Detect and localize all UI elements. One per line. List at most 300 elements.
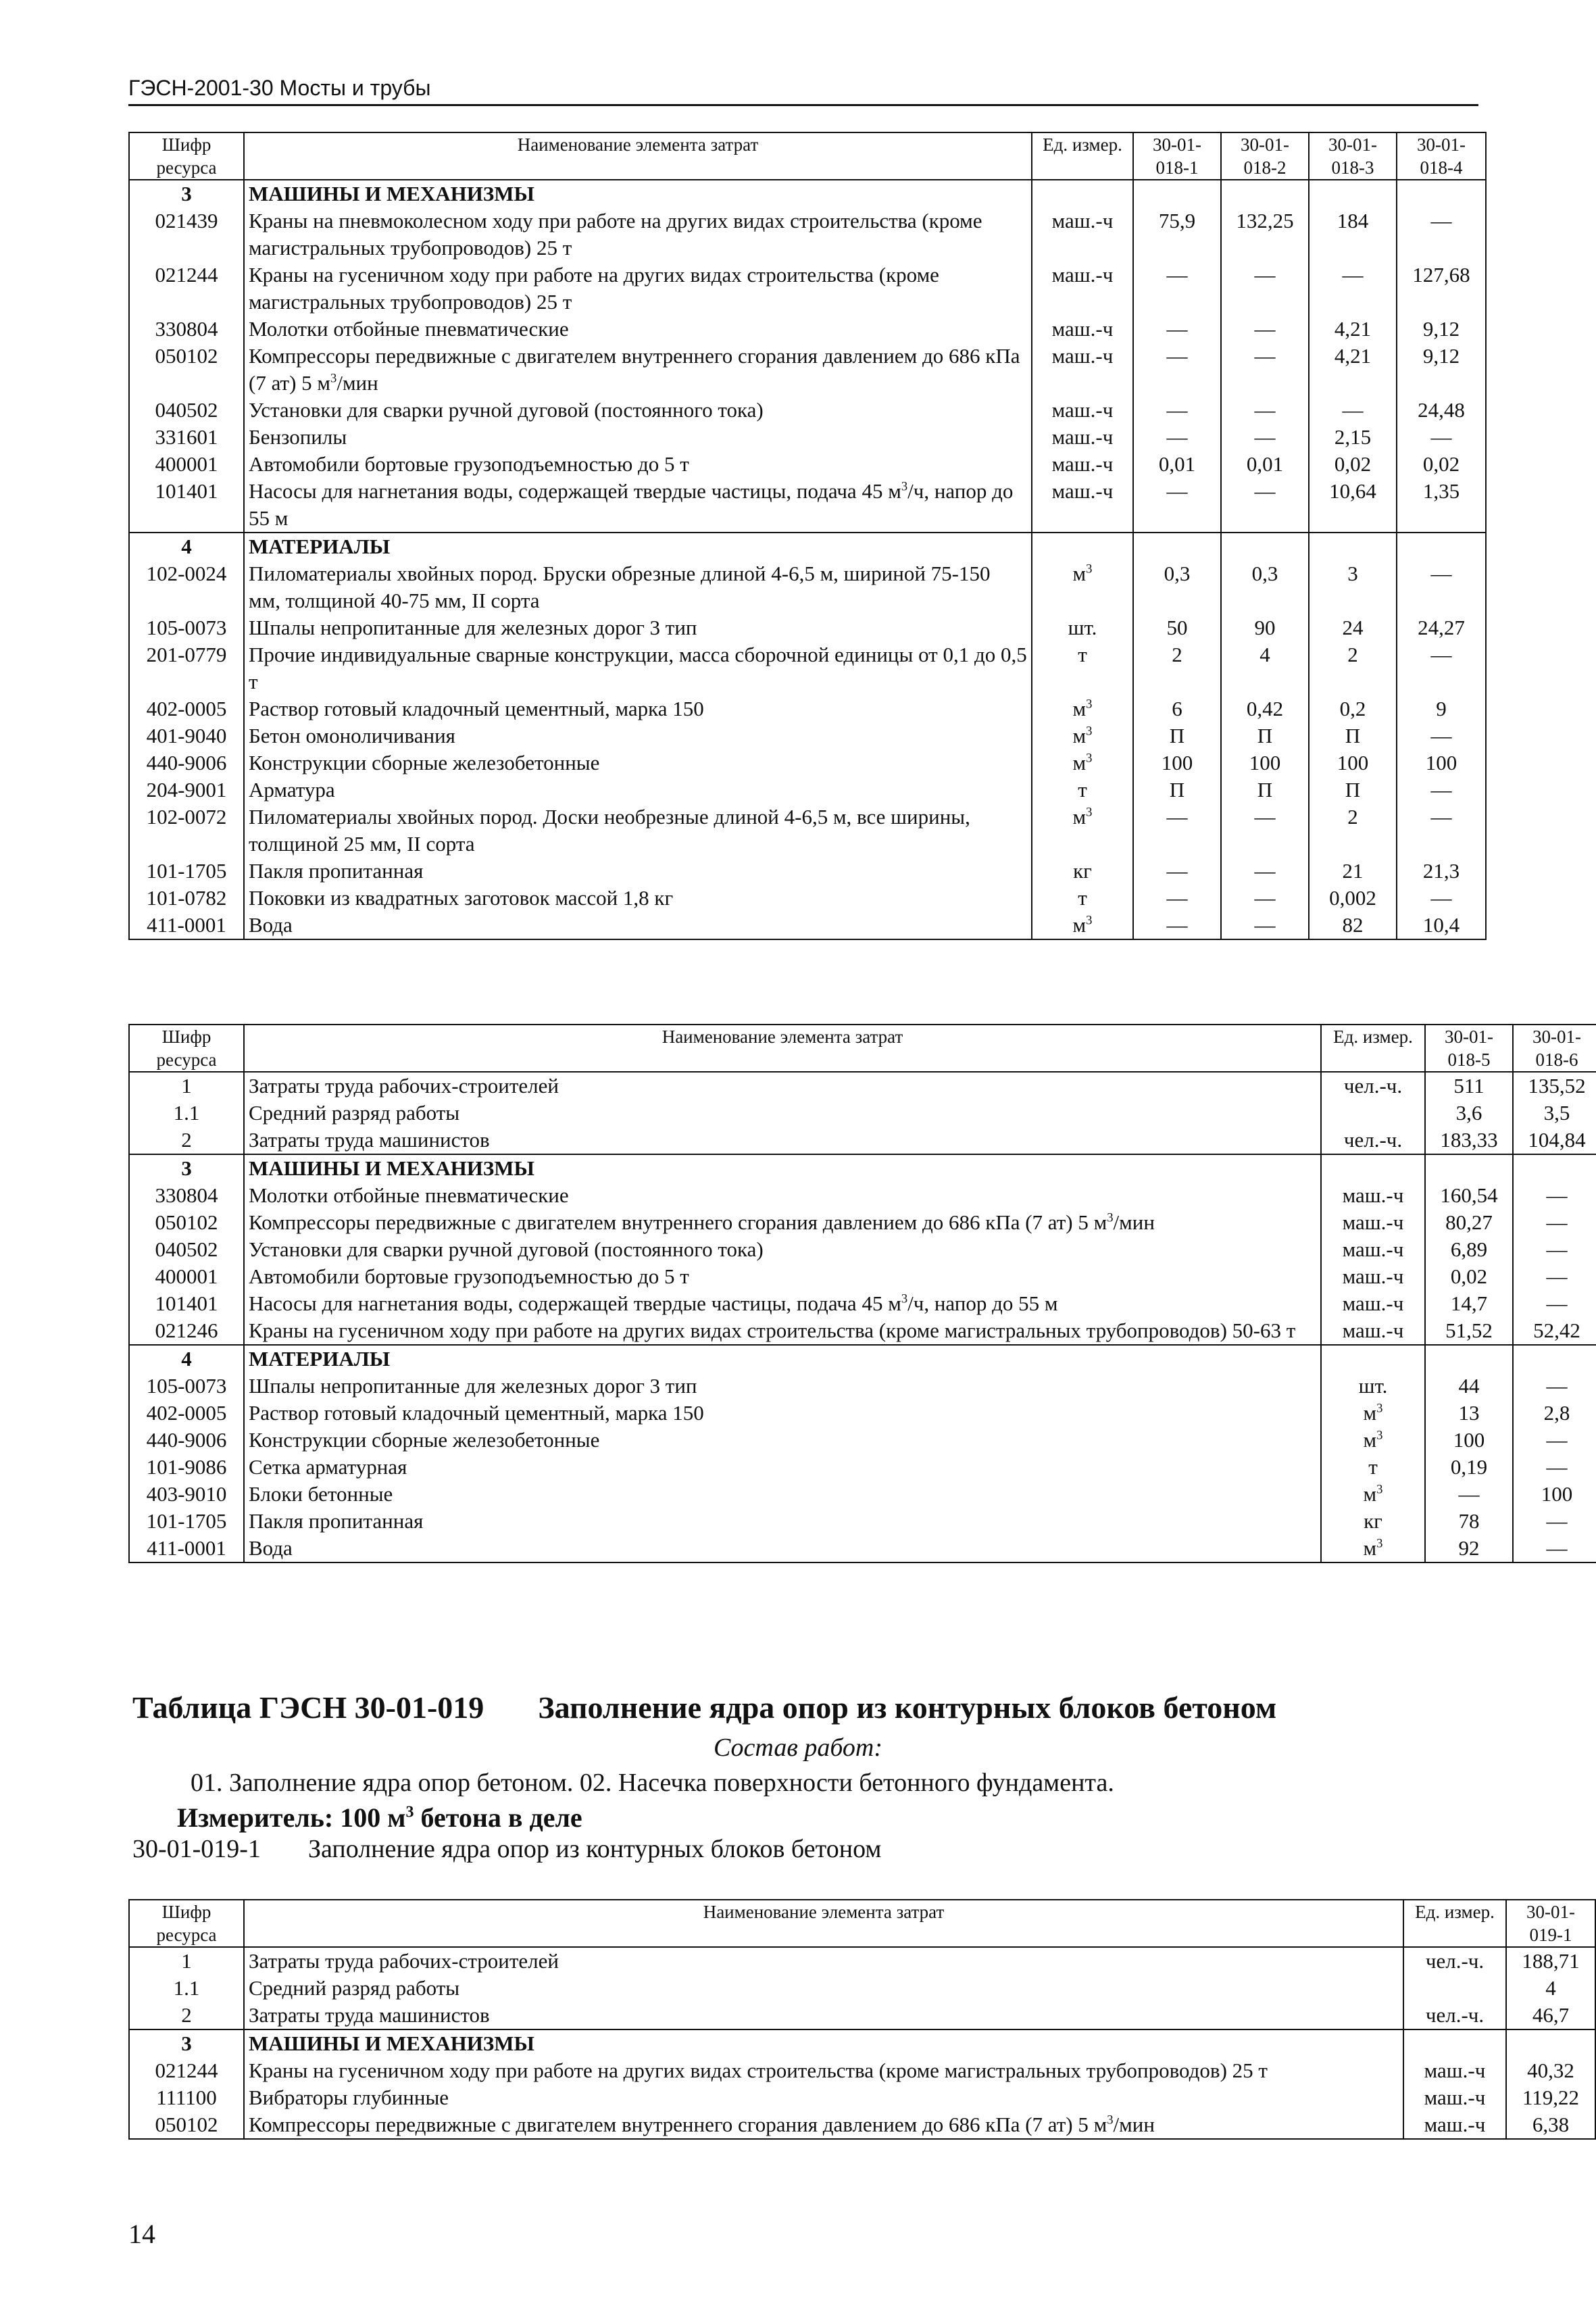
resource-value: 40,32 xyxy=(1506,2057,1595,2084)
table-row xyxy=(129,1481,1596,1508)
table-row xyxy=(129,1373,1596,1400)
resource-value: — xyxy=(1133,316,1221,343)
resource-unit: маш.-ч xyxy=(1321,1263,1425,1290)
resource-value: — xyxy=(1133,343,1221,397)
resource-unit: $м^3$ xyxy=(1321,1535,1425,1562)
header-unit: Ед. измер. xyxy=(1032,132,1133,180)
resource-value: 100 xyxy=(1309,749,1397,777)
resource-unit: маш.-ч xyxy=(1403,2084,1506,2111)
resource-value: — xyxy=(1513,1454,1596,1481)
resource-value: 4 xyxy=(1506,1975,1595,2002)
resource-value: — xyxy=(1513,1182,1596,1209)
resource-value: 24,48 xyxy=(1397,397,1486,424)
resource-value: 160,54 xyxy=(1425,1182,1513,1209)
resource-value: 135,52 xyxy=(1513,1072,1596,1100)
resource-value: 9 xyxy=(1397,695,1486,722)
resource-value: 3,5 xyxy=(1513,1100,1596,1127)
resource-value: 6,38 xyxy=(1506,2111,1595,2139)
resource-unit: маш.-ч xyxy=(1032,262,1133,316)
resource-value: 0,002 xyxy=(1309,885,1397,912)
resource-name: Молотки отбойные пневматические xyxy=(244,1182,1321,1209)
resource-value: 100 xyxy=(1397,749,1486,777)
resource-name: Краны на гусеничном ходу при работе на других видах строительства (кроме магистральных трубопроводов) 25 т xyxy=(244,262,1032,316)
resource-value: 0,3 xyxy=(1133,560,1221,614)
resource-value: 21 xyxy=(1309,858,1397,885)
resource-name: Компрессоры передвижные с двигателем внутреннего сгорания давлением до 686 кПа (7 ат) 5 $м^3$/мин xyxy=(244,343,1032,397)
resource-value: 9,12 xyxy=(1397,343,1486,397)
resource-code: 105-0073 xyxy=(129,614,244,641)
resource-name: Шпалы непропитанные для железных дорог 3 тип xyxy=(244,1373,1321,1400)
resource-code: 201-0779 xyxy=(129,641,244,695)
resource-name: Шпалы непропитанные для железных дорог 3 тип xyxy=(244,614,1032,641)
resource-code: 411-0001 xyxy=(129,1535,244,1562)
resource-value: 50 xyxy=(1133,614,1221,641)
resource-value: 0,42 xyxy=(1221,695,1309,722)
resource-value: 24 xyxy=(1309,614,1397,641)
resource-value: — xyxy=(1221,885,1309,912)
table-header-row xyxy=(129,1900,1595,1947)
resource-code: 101-9086 xyxy=(129,1454,244,1481)
resource-value: — xyxy=(1133,885,1221,912)
resource-value: 0,02 xyxy=(1397,451,1486,478)
resource-value: 75,9 xyxy=(1133,207,1221,262)
resource-value: — xyxy=(1133,424,1221,451)
resource-name: Пакля пропитанная xyxy=(244,1508,1321,1535)
resource-value: — xyxy=(1133,262,1221,316)
work-composition-text: 01. Заполнение ядра опор бетоном. 02. Насечка поверхности бетонного фундамента. xyxy=(191,1769,1114,1797)
resource-unit: маш.-ч xyxy=(1321,1290,1425,1317)
resource-value: 90 xyxy=(1221,614,1309,641)
resource-value: — xyxy=(1397,207,1486,262)
table-row xyxy=(129,560,1486,614)
table-row xyxy=(129,695,1486,722)
resource-name: Установки для сварки ручной дуговой (постоянного тока) xyxy=(244,1236,1321,1263)
resource-value xyxy=(1309,180,1397,207)
resource-code: 400001 xyxy=(129,451,244,478)
resource-value: 92 xyxy=(1425,1535,1513,1562)
table-header-row xyxy=(129,1025,1596,1072)
resource-value: 4 xyxy=(1221,641,1309,695)
resource-name: Бетон омоноличивания xyxy=(244,722,1032,749)
resource-code: 1.1 xyxy=(129,1100,244,1127)
table-row xyxy=(129,2111,1595,2139)
table-row xyxy=(129,451,1486,478)
resource-unit: маш.-ч xyxy=(1403,2111,1506,2139)
resource-code: 401-9040 xyxy=(129,722,244,749)
resource-value xyxy=(1513,1154,1596,1182)
table-row xyxy=(129,533,1486,560)
resource-value: — xyxy=(1397,424,1486,451)
meter-line: Измеритель: 100 $м^3$ бетона в деле xyxy=(177,1802,582,1833)
resource-name: Краны на гусеничном ходу при работе на других видах строительства (кроме магистральных трубопроводов) 25 т xyxy=(244,2057,1403,2084)
table-row xyxy=(129,478,1486,533)
resource-name: Автомобили бортовые грузоподъемностью до 5 т xyxy=(244,451,1032,478)
header-unit: Ед. измер. xyxy=(1403,1900,1506,1947)
resource-code: 440-9006 xyxy=(129,749,244,777)
resource-value: — xyxy=(1513,1508,1596,1535)
resource-name: МАТЕРИАЛЫ xyxy=(244,1345,1321,1373)
resource-unit: кг xyxy=(1321,1508,1425,1535)
resource-value: 100 xyxy=(1425,1427,1513,1454)
header-unit: Ед. измер. xyxy=(1321,1025,1425,1072)
resource-value: 0,02 xyxy=(1425,1263,1513,1290)
resource-value: 100 xyxy=(1513,1481,1596,1508)
resource-name: Блоки бетонные xyxy=(244,1481,1321,1508)
resource-unit: чел.-ч. xyxy=(1321,1072,1425,1100)
resource-code: 402-0005 xyxy=(129,695,244,722)
table-row xyxy=(129,804,1486,858)
table-row xyxy=(129,1209,1596,1236)
resource-value: 2,15 xyxy=(1309,424,1397,451)
resource-code: 411-0001 xyxy=(129,912,244,939)
resource-value: — xyxy=(1513,1535,1596,1562)
resource-unit xyxy=(1321,1345,1425,1373)
resource-value: — xyxy=(1513,1373,1596,1400)
resource-value xyxy=(1397,533,1486,560)
resource-value xyxy=(1133,533,1221,560)
norm-name: Заполнение ядра опор из контурных блоков бетоном xyxy=(307,1835,882,1863)
table-header-row xyxy=(129,132,1486,180)
table-row xyxy=(129,397,1486,424)
table-row xyxy=(129,1345,1596,1373)
resource-table-018-1-4 xyxy=(128,132,1487,940)
resource-value: — xyxy=(1221,397,1309,424)
running-title: ГЭСН-2001-30 Мосты и трубы xyxy=(128,76,431,100)
resource-value: — xyxy=(1309,262,1397,316)
resource-value: 0,3 xyxy=(1221,560,1309,614)
resource-unit: маш.-ч xyxy=(1321,1209,1425,1236)
resource-code: 2 xyxy=(129,1127,244,1154)
resource-value xyxy=(1221,533,1309,560)
resource-value: — xyxy=(1133,804,1221,858)
resource-name: Прочие индивидуальные сварные конструкции, масса сборочной единицы от 0,1 до 0,5 т xyxy=(244,641,1032,695)
resource-value: — xyxy=(1221,262,1309,316)
table-title xyxy=(132,1690,1276,1725)
resource-value: — xyxy=(1133,397,1221,424)
resource-value: 52,42 xyxy=(1513,1317,1596,1345)
resource-value xyxy=(1309,533,1397,560)
resource-name: Компрессоры передвижные с двигателем внутреннего сгорания давлением до 686 кПа (7 ат) 5 $м^3$/мин xyxy=(244,1209,1321,1236)
resource-unit xyxy=(1032,180,1133,207)
resource-name: МАШИНЫ И МЕХАНИЗМЫ xyxy=(244,2029,1403,2057)
resource-name: Поковки из квадратных заготовок массой 1,8 кг xyxy=(244,885,1032,912)
header-column: 30-01-018-4 xyxy=(1397,132,1486,180)
resource-value: — xyxy=(1221,424,1309,451)
resource-code: 330804 xyxy=(129,1182,244,1209)
resource-unit: чел.-ч. xyxy=(1403,1947,1506,1975)
resource-value: — xyxy=(1397,560,1486,614)
resource-value: — xyxy=(1221,912,1309,939)
resource-unit: $м^3$ xyxy=(1032,804,1133,858)
resource-value: — xyxy=(1221,804,1309,858)
resource-name: Насосы для нагнетания воды, содержащей твердые частицы, подача 45 $м^3/ч$, напор до 55 м xyxy=(244,478,1032,533)
table-row xyxy=(129,1263,1596,1290)
resource-name: Конструкции сборные железобетонные xyxy=(244,1427,1321,1454)
resource-name: Вибраторы глубинные xyxy=(244,2084,1403,2111)
resource-value xyxy=(1397,180,1486,207)
resource-value: — xyxy=(1133,912,1221,939)
resource-value: 188,71 xyxy=(1506,1947,1595,1975)
resource-code: 101-1705 xyxy=(129,1508,244,1535)
table-row xyxy=(129,1290,1596,1317)
resource-unit: т xyxy=(1032,641,1133,695)
resource-value: 100 xyxy=(1221,749,1309,777)
resource-code: 102-0024 xyxy=(129,560,244,614)
resource-value: 132,25 xyxy=(1221,207,1309,262)
resource-value: 2 xyxy=(1309,641,1397,695)
resource-table-019-1 xyxy=(128,1899,1596,2140)
resource-unit: шт. xyxy=(1032,614,1133,641)
resource-name: Насосы для нагнетания воды, содержащей твердые частицы, подача 45 $м^3/ч$, напор до 55 м xyxy=(244,1290,1321,1317)
resource-value: 127,68 xyxy=(1397,262,1486,316)
table-title-number: Таблица ГЭСН 30-01-019 xyxy=(132,1690,484,1725)
resource-code: 204-9001 xyxy=(129,777,244,804)
table-row xyxy=(129,2002,1595,2029)
resource-code: 1 xyxy=(129,1072,244,1100)
resource-value: 6 xyxy=(1133,695,1221,722)
header-name: Наименование элемента затрат xyxy=(244,132,1032,180)
resource-unit: маш.-ч xyxy=(1321,1182,1425,1209)
table-row xyxy=(129,885,1486,912)
resource-code: 101401 xyxy=(129,1290,244,1317)
header-column: 30-01-018-1 xyxy=(1133,132,1221,180)
resource-code: 050102 xyxy=(129,1209,244,1236)
resource-value: 10,64 xyxy=(1309,478,1397,533)
resource-unit: шт. xyxy=(1321,1373,1425,1400)
table-row xyxy=(129,1236,1596,1263)
resource-value: 0,19 xyxy=(1425,1454,1513,1481)
resource-value: 104,84 xyxy=(1513,1127,1596,1154)
resource-code: 101-1705 xyxy=(129,858,244,885)
resource-code: 440-9006 xyxy=(129,1427,244,1454)
resource-unit: маш.-ч xyxy=(1032,397,1133,424)
table-row xyxy=(129,343,1486,397)
resource-value: 2 xyxy=(1133,641,1221,695)
resource-unit: маш.-ч xyxy=(1032,207,1133,262)
resource-value: 1,35 xyxy=(1397,478,1486,533)
resource-value: 0,01 xyxy=(1221,451,1309,478)
resource-name: Молотки отбойные пневматические xyxy=(244,316,1032,343)
resource-name: Автомобили бортовые грузоподъемностью до 5 т xyxy=(244,1263,1321,1290)
table-row xyxy=(129,2057,1595,2084)
resource-value: — xyxy=(1513,1236,1596,1263)
resource-value: — xyxy=(1221,316,1309,343)
resource-name: Вода xyxy=(244,912,1032,939)
table-row xyxy=(129,1100,1596,1127)
resource-name: Пиломатериалы хвойных пород. Доски необрезные длиной 4-6,5 м, все ширины, толщиной 25 мм, II сорта xyxy=(244,804,1032,858)
resource-code: 330804 xyxy=(129,316,244,343)
resource-value: — xyxy=(1133,858,1221,885)
table-row xyxy=(129,858,1486,885)
header-code: Шифр ресурса xyxy=(129,132,244,180)
table-row xyxy=(129,777,1486,804)
resource-name: МАШИНЫ И МЕХАНИЗМЫ xyxy=(244,180,1032,207)
resource-value: 4,21 xyxy=(1309,343,1397,397)
resource-unit: маш.-ч xyxy=(1321,1236,1425,1263)
resource-value: — xyxy=(1513,1290,1596,1317)
resource-code: 3 xyxy=(129,180,244,207)
resource-value: — xyxy=(1221,343,1309,397)
resource-value: П xyxy=(1133,777,1221,804)
resource-value: — xyxy=(1221,478,1309,533)
resource-value: 51,52 xyxy=(1425,1317,1513,1345)
resource-value: 2 xyxy=(1309,804,1397,858)
resource-value: П xyxy=(1221,777,1309,804)
resource-value: 21,3 xyxy=(1397,858,1486,885)
resource-value: 9,12 xyxy=(1397,316,1486,343)
resource-value: 0,02 xyxy=(1309,451,1397,478)
resource-unit xyxy=(1032,533,1133,560)
resource-code: 101401 xyxy=(129,478,244,533)
resource-unit xyxy=(1403,1975,1506,2002)
resource-code: 021244 xyxy=(129,262,244,316)
resource-unit: маш.-ч xyxy=(1403,2057,1506,2084)
resource-code: 1.1 xyxy=(129,1975,244,2002)
resource-code: 101-0782 xyxy=(129,885,244,912)
resource-name: Бензопилы xyxy=(244,424,1032,451)
resource-value: 10,4 xyxy=(1397,912,1486,939)
resource-code: 021439 xyxy=(129,207,244,262)
table-row xyxy=(129,1182,1596,1209)
norm-subtitle xyxy=(132,1834,881,1864)
resource-value: 119,22 xyxy=(1506,2084,1595,2111)
table-row xyxy=(129,641,1486,695)
resource-name: Затраты труда машинистов xyxy=(244,1127,1321,1154)
resource-value xyxy=(1221,180,1309,207)
resource-value: 4,21 xyxy=(1309,316,1397,343)
resource-value: — xyxy=(1133,478,1221,533)
resource-unit: маш.-ч xyxy=(1032,343,1133,397)
resource-code: 021244 xyxy=(129,2057,244,2084)
table-row xyxy=(129,1317,1596,1345)
resource-value: 183,33 xyxy=(1425,1127,1513,1154)
resource-value: П xyxy=(1133,722,1221,749)
resource-value xyxy=(1425,1154,1513,1182)
resource-unit: $м^3$ xyxy=(1032,912,1133,939)
resource-value: — xyxy=(1513,1427,1596,1454)
resource-code: 1 xyxy=(129,1947,244,1975)
resource-name: Пакля пропитанная xyxy=(244,858,1032,885)
resource-value: 184 xyxy=(1309,207,1397,262)
table-row xyxy=(129,1947,1595,1975)
resource-unit: маш.-ч xyxy=(1032,451,1133,478)
resource-code: 4 xyxy=(129,533,244,560)
resource-unit: кг xyxy=(1032,858,1133,885)
resource-value: 3,6 xyxy=(1425,1100,1513,1127)
table-row xyxy=(129,912,1486,939)
resource-name: Затраты труда рабочих-строителей xyxy=(244,1072,1321,1100)
header-column: 30-01-018-6 xyxy=(1513,1025,1596,1072)
resource-name: Затраты труда машинистов xyxy=(244,2002,1403,2029)
table-row xyxy=(129,316,1486,343)
table-row xyxy=(129,1154,1596,1182)
table-row xyxy=(129,180,1486,207)
resource-code: 331601 xyxy=(129,424,244,451)
resource-code: 111100 xyxy=(129,2084,244,2111)
resource-name: Средний разряд работы xyxy=(244,1100,1321,1127)
header-code: Шифр ресурса xyxy=(129,1025,244,1072)
resource-unit: т xyxy=(1321,1454,1425,1481)
resource-unit: т xyxy=(1032,777,1133,804)
resource-code: 050102 xyxy=(129,2111,244,2139)
resource-name: Конструкции сборные железобетонные xyxy=(244,749,1032,777)
resource-value: 24,27 xyxy=(1397,614,1486,641)
header-column: 30-01-018-2 xyxy=(1221,132,1309,180)
header-name: Наименование элемента затрат xyxy=(244,1900,1403,1947)
header-column: 30-01-018-5 xyxy=(1425,1025,1513,1072)
page-header xyxy=(128,74,1478,106)
resource-value: 44 xyxy=(1425,1373,1513,1400)
table-row xyxy=(129,1535,1596,1562)
resource-value: — xyxy=(1513,1263,1596,1290)
resource-value: — xyxy=(1397,777,1486,804)
resource-value: — xyxy=(1397,722,1486,749)
resource-value: — xyxy=(1397,641,1486,695)
resource-code: 2 xyxy=(129,2002,244,2029)
table-row xyxy=(129,207,1486,262)
header-name: Наименование элемента затрат xyxy=(244,1025,1321,1072)
resource-name: Краны на гусеничном ходу при работе на других видах строительства (кроме магистральных трубопроводов) 50-63 т xyxy=(244,1317,1321,1345)
resource-name: Затраты труда рабочих-строителей xyxy=(244,1947,1403,1975)
resource-value: — xyxy=(1513,1209,1596,1236)
resource-value: 13 xyxy=(1425,1400,1513,1427)
resource-unit: $м^3$ xyxy=(1032,560,1133,614)
header-code: Шифр ресурса xyxy=(129,1900,244,1947)
table-row xyxy=(129,2084,1595,2111)
resource-code: 040502 xyxy=(129,1236,244,1263)
resource-value: — xyxy=(1397,804,1486,858)
resource-code: 105-0073 xyxy=(129,1373,244,1400)
table-row xyxy=(129,2029,1595,2057)
resource-unit: $м^3$ xyxy=(1321,1400,1425,1427)
resource-value: 0,01 xyxy=(1133,451,1221,478)
table-title-name: Заполнение ядра опор из контурных блоков бетоном xyxy=(538,1690,1277,1725)
resource-name: Пиломатериалы хвойных пород. Бруски обрезные длиной 4-6,5 м, шириной 75-150 мм, толщиной 40-75 мм, II сорта xyxy=(244,560,1032,614)
table-row xyxy=(129,749,1486,777)
resource-value: 3 xyxy=(1309,560,1397,614)
table-row xyxy=(129,1127,1596,1154)
resource-value xyxy=(1513,1345,1596,1373)
table-row xyxy=(129,1454,1596,1481)
resource-name: Раствор готовый кладочный цементный, марка 150 xyxy=(244,695,1032,722)
resource-value: 80,27 xyxy=(1425,1209,1513,1236)
table-row xyxy=(129,1400,1596,1427)
resource-code: 050102 xyxy=(129,343,244,397)
resource-unit xyxy=(1321,1100,1425,1127)
resource-unit: $м^3$ xyxy=(1032,722,1133,749)
resource-value: 14,7 xyxy=(1425,1290,1513,1317)
resource-code: 102-0072 xyxy=(129,804,244,858)
resource-value: 82 xyxy=(1309,912,1397,939)
resource-code: 040502 xyxy=(129,397,244,424)
resource-value: 6,89 xyxy=(1425,1236,1513,1263)
table-row xyxy=(129,1427,1596,1454)
table-row xyxy=(129,1072,1596,1100)
resource-code: 400001 xyxy=(129,1263,244,1290)
resource-unit xyxy=(1403,2029,1506,2057)
resource-value: 511 xyxy=(1425,1072,1513,1100)
resource-unit: маш.-ч xyxy=(1321,1317,1425,1345)
resource-name: Вода xyxy=(244,1535,1321,1562)
table-row xyxy=(129,424,1486,451)
resource-value: 100 xyxy=(1133,749,1221,777)
resource-name: Компрессоры передвижные с двигателем внутреннего сгорания давлением до 686 кПа (7 ат) 5 $м^3$/мин xyxy=(244,2111,1403,2139)
resource-value xyxy=(1133,180,1221,207)
page-number: 14 xyxy=(128,2219,155,2249)
resource-value: 78 xyxy=(1425,1508,1513,1535)
resource-value xyxy=(1506,2029,1595,2057)
resource-unit: чел.-ч. xyxy=(1403,2002,1506,2029)
